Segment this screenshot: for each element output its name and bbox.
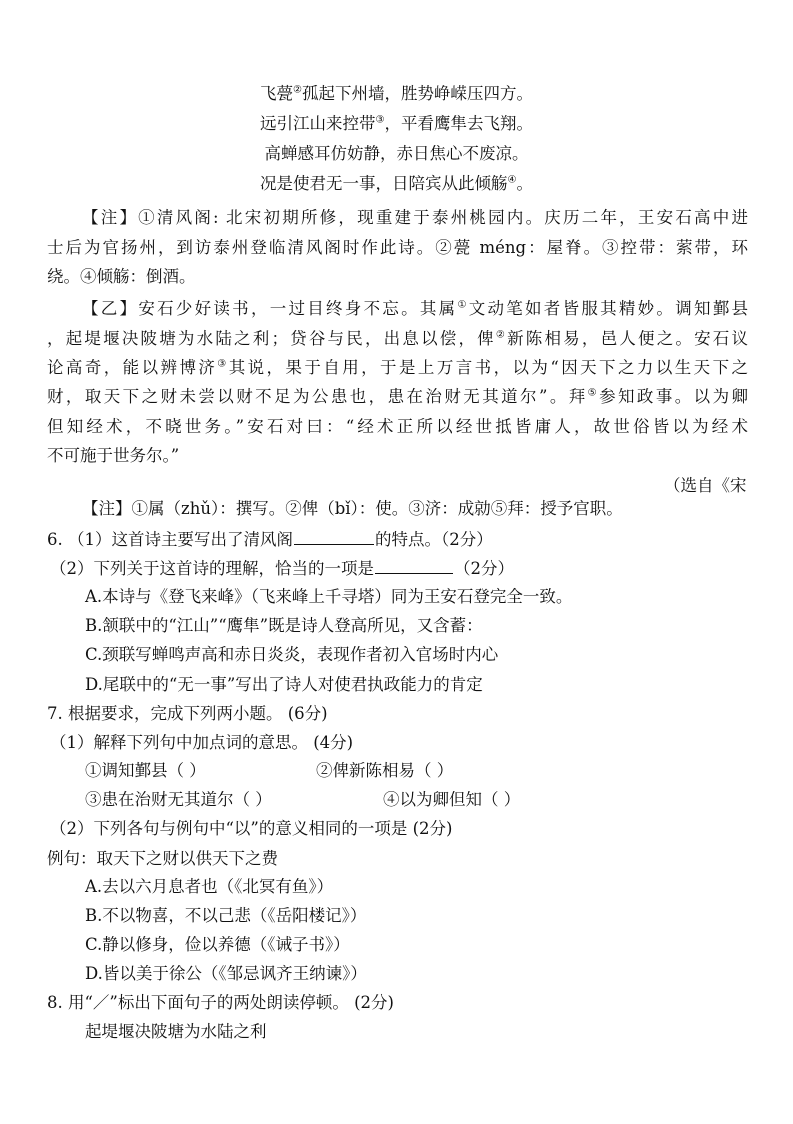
question-text: 6. （1）这首诗主要写出了清风阁: [47, 530, 293, 549]
passage-text: 文动笔如者皆服其精妙。调知鄞县: [468, 299, 749, 318]
q6-option-b: B.颔联中的“江山”“鹰隼”既是诗人登高所见，又含蓄：: [85, 616, 483, 635]
q7-item-4: ④以为卿但知（ ）: [383, 790, 521, 809]
q8-sentence: 起堤堰决陂塘为水陆之利: [85, 1022, 267, 1041]
q6-part2: [50, 557, 514, 580]
passage-b-line-5: 但知经术，不晓世务。”安石对曰：“经术正所以经世抵皆庸人，故世俗皆以为经术: [47, 417, 748, 436]
passage-text: 论高奇，能以辨博济: [47, 358, 218, 377]
poem-line-2: [0, 113, 793, 135]
q6-option-d: D.尾联中的“无一事”写出了诗人对使君执政能力的肯定: [85, 675, 483, 694]
passage-source: （选自《宋: [664, 476, 747, 495]
poem-line-1: [0, 83, 793, 105]
q7-option-b: B.不以物喜，不以己悲（《岳阳楼记》）: [85, 906, 367, 925]
footnote-marker: ①: [457, 299, 469, 311]
passage-text: 新陈相易，邑人便之。安石议: [507, 329, 749, 348]
q8-title: 8. 用“／”标出下面句子的两处朗读停顿。 (2分): [47, 993, 394, 1012]
poem-text: 飞甍: [260, 84, 294, 103]
footnote-marker: ②: [293, 84, 302, 96]
passage-text: ，起堤堰决陂塘为水陆之利；贷谷与民，出息以偿，俾: [47, 329, 496, 348]
footnote-marker: ③: [375, 114, 385, 126]
poem-text: 远引江山来控带: [260, 114, 376, 133]
note1-line-1: 【注】①清风阁: 北宋初期所修，现重建于泰州桃园内。庆历二年，王安石高中进: [82, 208, 748, 227]
footnote-marker: ③: [217, 358, 229, 370]
passage-text: 财，取天下之财未尝以财不足为公患也，患在治财无其道尔”。拜: [47, 387, 588, 406]
passage-b-line-2: [47, 328, 748, 350]
poem-text: 。: [516, 174, 533, 193]
answer-blank[interactable]: [294, 528, 374, 545]
poem-text: 孤起下州墙，胜势峥嵘压四方。: [301, 84, 533, 103]
footnote-marker: ②: [495, 329, 508, 341]
passage-b-line-3: [47, 357, 748, 379]
q7-option-c: C.静以修身，俭以养德（《诫子书》）: [85, 935, 350, 954]
question-text: 的特点。（2分）: [375, 530, 493, 549]
footnote-marker: ④: [507, 174, 517, 186]
note1-line-2: 士后为官扬州，到访泰州登临清风阁时作此诗。②甍 méng：屋脊。③控带：萦带，环: [47, 238, 748, 257]
poem-text: ，平看鹰隼去飞翔。: [384, 114, 533, 133]
passage-text: 参知政事。以为卿: [599, 387, 749, 406]
q6-part1: [47, 528, 493, 551]
poem-line-3: 高蝉感耳仿妨静，赤日焦心不废凉。: [264, 144, 529, 163]
passage-text: 其说，果于自用，于是上万言书，以为“因天下之力以生天下之: [228, 358, 749, 377]
answer-blank[interactable]: [375, 557, 453, 574]
q7-option-d: D.皆以美于徐公（《邹忌讽齐王纳谏》）: [85, 964, 367, 983]
q7-part1: （1）解释下列句中加点词的意思。 (4分): [50, 733, 354, 752]
q6-option-a: A.本诗与《登飞来峰》（飞来峰上千寻塔）同为王安石登完全一致。: [85, 587, 573, 606]
passage-b-line-1: [82, 298, 748, 320]
q7-part2: （2）下列各句与例句中“以”的意义相同的一项是 (2分): [50, 819, 453, 838]
q7-item-2: ②俾新陈相易（ ）: [316, 761, 454, 780]
passage-text: 【乙】安石少好读书，一过目终身不忘。其属: [82, 299, 458, 318]
note1-line-3: 绕。④倾觞：倒酒。: [47, 267, 196, 286]
q6-option-c: C.颈联写蝉鸣声高和赤日炎炎，表现作者初入官场时内心: [85, 645, 499, 664]
footnote-marker: ⑤: [587, 387, 600, 399]
note2: 【注】①属（zhǔ）：撰写。②俾（bǐ）：使。③济：成勍⑤拜：授予官职。: [82, 499, 623, 518]
q7-title: 7. 根据要求，完成下列两小题。 (6分): [47, 704, 328, 723]
passage-b-line-4: [47, 386, 748, 408]
q7-item-1: ①调知鄞县（ ）: [85, 761, 206, 780]
q7-example: 例句：取天下之财以供天下之费: [47, 849, 278, 868]
poem-line-4: [0, 173, 793, 195]
question-text: （2）下列关于这首诗的理解，恰当的一项是: [50, 559, 374, 578]
question-text: （2分）: [454, 559, 514, 578]
q7-option-a: A.去以六月息者也（《北冥有鱼》）: [85, 877, 334, 896]
passage-b-line-6: 不可施于世务尔。”: [47, 446, 180, 465]
q7-item-3: ③患在治财无其道尔（ ）: [85, 790, 272, 809]
poem-text: 况是使君无一事，日陪宾从此倾觞: [260, 174, 508, 193]
